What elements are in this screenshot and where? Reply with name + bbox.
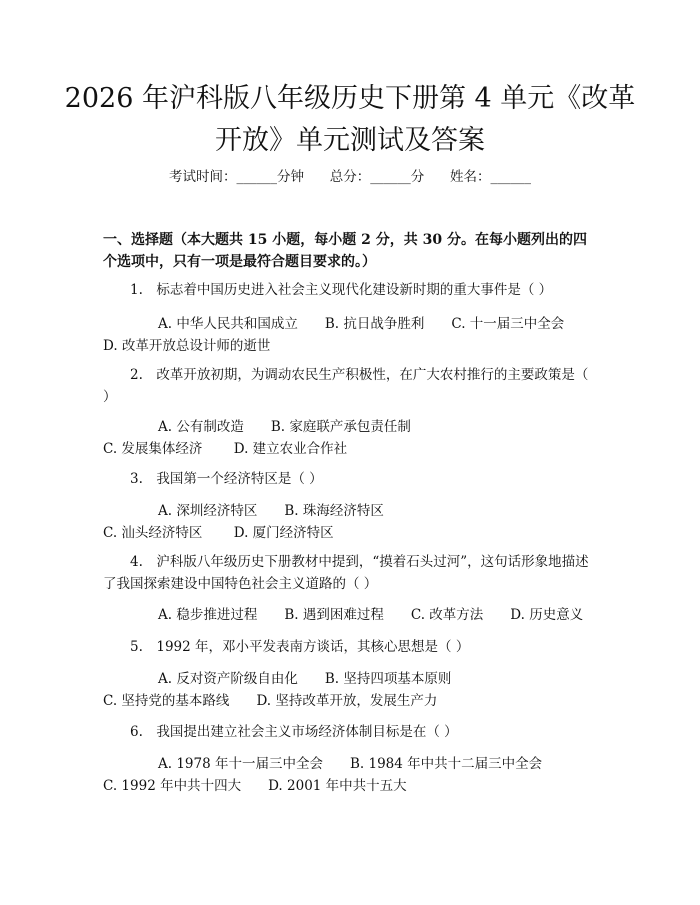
option-d: D. 厦门经济特区 [233,525,334,541]
option-d: D. 改革开放总设计师的逝世 [103,338,271,354]
section-heading-choice: 一、选择题（本大题共 15 小题，每小题 2 分，共 30 分。在每小题列出的四个选项中，只有一项是最符合题目要求的。） [103,232,587,270]
question-stem: 4. 沪科版八年级历史下册教材中提到，“摸着石头过河”，这句话形象地描述了我国探索建设中国特色社会主义道路的（ ） [103,554,589,592]
question-options [103,500,597,544]
option-c: C. 汕头经济特区 [103,525,203,541]
question-options [103,668,597,712]
question-stem: 2. 改革开放初期，为调动农民生产积极性，在广大农村推行的主要政策是（ ） [103,367,589,405]
question-stem: 6. 我国提出建立社会主义市场经济体制目标是在（ ） [130,724,458,740]
question-options [103,313,597,357]
question-options [103,604,597,626]
option-a: A. 1978 年十一届三中全会 [158,756,323,772]
option-c: C. 坚持党的基本路线 [103,693,230,709]
option-b: B. 1984 年中共十二届三中全会 [349,756,543,772]
page-title: 2026 年沪科版八年级历史下册第 4 单元《改革开放》单元测试及答案 [64,83,636,156]
option-b: B. 遇到困难过程 [284,607,384,623]
option-a: A. 公有制改造 [158,419,244,435]
option-b: B. 坚持四项基本原则 [324,671,452,687]
option-a: A. 中华人民共和国成立 [158,316,298,332]
option-c: C. 发展集体经济 [103,441,203,457]
student-name-field: 姓名：______ [450,169,531,185]
option-a: A. 反对资产阶级自由化 [158,671,298,687]
option-c: C. 十一届三中全会 [451,316,565,332]
option-c: C. 1992 年中共十四大 [103,778,242,794]
exam-time-field: 考试时间：______分钟 [169,169,304,185]
option-b: B. 家庭联产承包责任制 [270,419,411,435]
option-c: C. 改革方法 [410,607,484,623]
question-stem: 3. 我国第一个经济特区是（ ） [130,471,323,487]
question-stem: 1. 标志着中国历史进入社会主义现代化建设新时期的重大事件是（ ） [130,282,553,298]
exam-info-line [0,167,700,187]
option-d: D. 2001 年中共十五大 [268,778,407,794]
option-b: B. 珠海经济特区 [284,503,384,519]
option-d: D. 建立农业合作社 [233,441,348,457]
option-b: B. 抗日战争胜利 [324,316,425,332]
option-a: A. 稳步推进过程 [158,607,258,623]
question-options [103,753,597,797]
question-stem: 5. 1992 年，邓小平发表南方谈话，其核心思想是（ ） [130,639,470,655]
option-a: A. 深圳经济特区 [158,503,258,519]
option-d: D. 坚持改革开放，发展生产力 [256,693,438,709]
question-options [103,416,597,460]
total-score-field: 总分：______分 [329,169,425,185]
option-d: D. 历史意义 [510,607,584,623]
